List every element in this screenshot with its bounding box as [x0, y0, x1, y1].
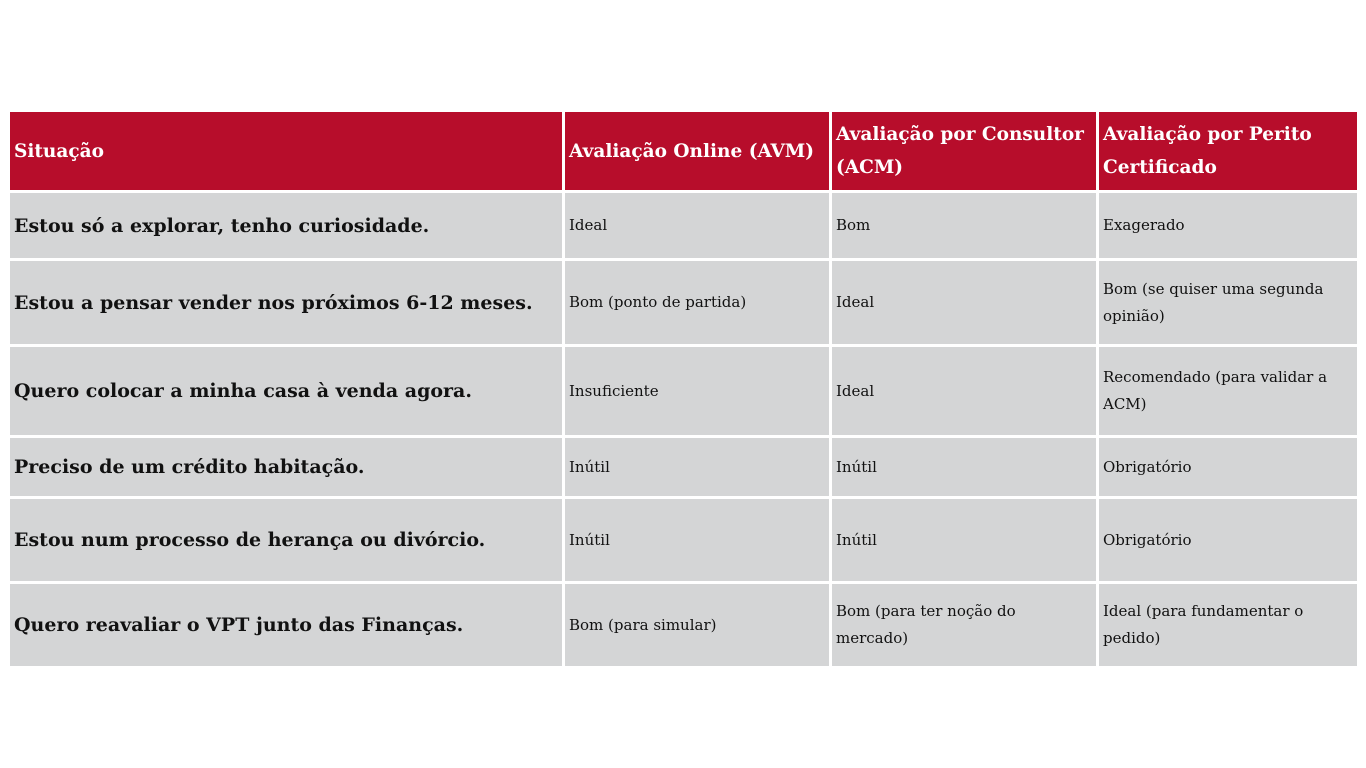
situation-cell: Estou a pensar vender nos próximos 6-12 meses.	[10, 261, 562, 344]
perito-cell: Obrigatório	[1099, 438, 1357, 496]
comparison-table	[7, 109, 1360, 669]
perito-cell: Ideal (para fundamentar o pedido)	[1099, 584, 1357, 666]
situation-cell: Estou só a explorar, tenho curiosidade.	[10, 193, 562, 258]
perito-cell: Obrigatório	[1099, 499, 1357, 581]
perito-cell: Recomendado (para validar a ACM)	[1099, 347, 1357, 435]
table-row	[10, 347, 1357, 435]
header-avaliacao-consultor: Avaliação por Consultor (ACM)	[832, 112, 1096, 190]
table-row	[10, 438, 1357, 496]
avm-cell: Inútil	[565, 499, 829, 581]
acm-cell: Bom	[832, 193, 1096, 258]
perito-cell: Bom (se quiser uma segunda opinião)	[1099, 261, 1357, 344]
header-situacao: Situação	[10, 112, 562, 190]
table-header-row	[10, 112, 1357, 190]
acm-cell: Ideal	[832, 261, 1096, 344]
avm-cell: Bom (para simular)	[565, 584, 829, 666]
avm-cell: Bom (ponto de partida)	[565, 261, 829, 344]
acm-cell: Inútil	[832, 499, 1096, 581]
situation-cell: Quero colocar a minha casa à venda agora.	[10, 347, 562, 435]
avm-cell: Ideal	[565, 193, 829, 258]
acm-cell: Inútil	[832, 438, 1096, 496]
table-row	[10, 584, 1357, 666]
situation-cell: Estou num processo de herança ou divórcio.	[10, 499, 562, 581]
perito-cell: Exagerado	[1099, 193, 1357, 258]
header-avaliacao-online: Avaliação Online (AVM)	[565, 112, 829, 190]
table-row	[10, 499, 1357, 581]
table-row	[10, 193, 1357, 258]
situation-cell: Quero reavaliar o VPT junto das Finanças.	[10, 584, 562, 666]
acm-cell: Bom (para ter noção do mercado)	[832, 584, 1096, 666]
avm-cell: Inútil	[565, 438, 829, 496]
header-avaliacao-perito: Avaliação por Perito Certificado	[1099, 112, 1357, 190]
table-row	[10, 261, 1357, 344]
acm-cell: Ideal	[832, 347, 1096, 435]
comparison-table-container	[7, 109, 1359, 669]
avm-cell: Insuficiente	[565, 347, 829, 435]
situation-cell: Preciso de um crédito habitação.	[10, 438, 562, 496]
